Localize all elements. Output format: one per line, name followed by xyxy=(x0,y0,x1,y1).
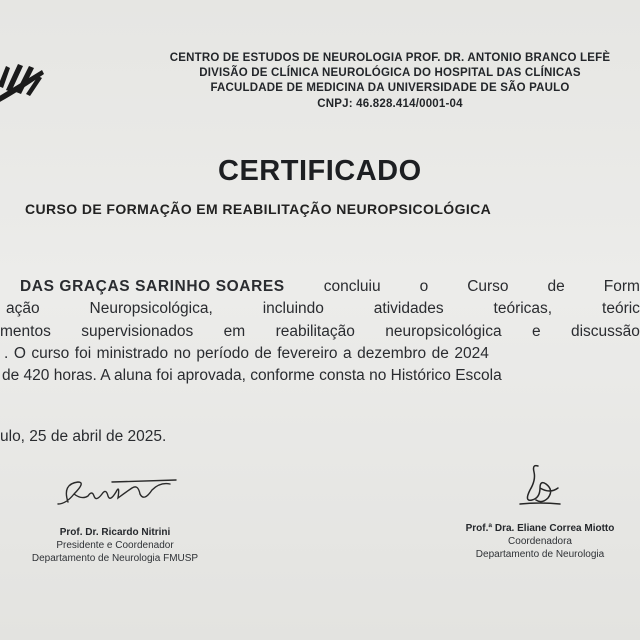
body-word: em xyxy=(223,323,246,340)
signature-block-right xyxy=(430,522,640,561)
signatory-department: Departamento de Neurologia xyxy=(475,549,605,560)
body-word: concluiu xyxy=(323,278,381,295)
header-line-division: DIVISÃO DE CLÍNICA NEUROLÓGICA DO HOSPITAL DAS CLÍNICAS xyxy=(199,67,581,79)
header-line-faculty: FACULDADE DE MEDICINA DA UNIVERSIDADE DE SÃO PAULO xyxy=(210,82,570,94)
body-word: mentos xyxy=(0,323,51,340)
body-word: Form xyxy=(603,278,640,295)
signatory-department: Departamento de Neurologia FMUSP xyxy=(31,553,199,564)
body-word: incluindo xyxy=(262,300,324,317)
header-line-center: CENTRO DE ESTUDOS DE NEUROLOGIA PROF. DR. ANTONIO BRANCO LEFÈ xyxy=(169,52,611,64)
student-name: DAS GRAÇAS SARINHO SOARES xyxy=(20,278,285,295)
signatory-role: Coordenadora xyxy=(508,536,572,547)
course-subtitle: CURSO DE FORMAÇÃO EM REABILITAÇÃO NEUROPSICOLÓGICA xyxy=(25,201,492,217)
body-word: Curso xyxy=(467,278,509,295)
body-line-2 xyxy=(0,299,640,319)
body-word: e xyxy=(531,323,541,340)
body-line-1 xyxy=(0,277,640,297)
signatory-name: Prof.ª Dra. Eliane Correa Miotto xyxy=(465,523,615,534)
body-word: supervisionados xyxy=(81,323,194,340)
signatory-role: Presidente e Coordenador xyxy=(56,540,174,551)
body-word: neuropsicológica xyxy=(385,323,502,340)
body-word: o xyxy=(419,278,429,295)
body-word: teóric xyxy=(602,300,640,317)
body-word: ação xyxy=(6,300,40,317)
body-line-3 xyxy=(0,322,640,342)
signature-right xyxy=(510,458,570,518)
header-line-cnpj: CNPJ: 46.828.414/0001-04 xyxy=(317,98,463,110)
signature-left xyxy=(48,474,178,516)
body-word: de xyxy=(547,278,565,295)
certificate-title: CERTIFICADO xyxy=(218,155,422,187)
signature-block-left xyxy=(0,526,230,565)
body-line-5: de 420 horas. A aluna foi aprovada, conforme consta no Histórico Escola xyxy=(2,367,502,384)
issue-date: ulo, 25 de abril de 2025. xyxy=(0,428,167,445)
body-word: reabilitação xyxy=(275,323,355,340)
institution-logo xyxy=(0,56,48,106)
body-line-4: . O curso foi ministrado no período de fevereiro a dezembro de 2024 xyxy=(4,345,489,362)
body-word: discussão xyxy=(570,323,640,340)
body-word: atividades xyxy=(373,300,444,317)
body-word: teóricas, xyxy=(493,300,553,317)
signatory-name: Prof. Dr. Ricardo Nitrini xyxy=(59,527,171,538)
body-word: Neuropsicológica, xyxy=(89,300,213,317)
